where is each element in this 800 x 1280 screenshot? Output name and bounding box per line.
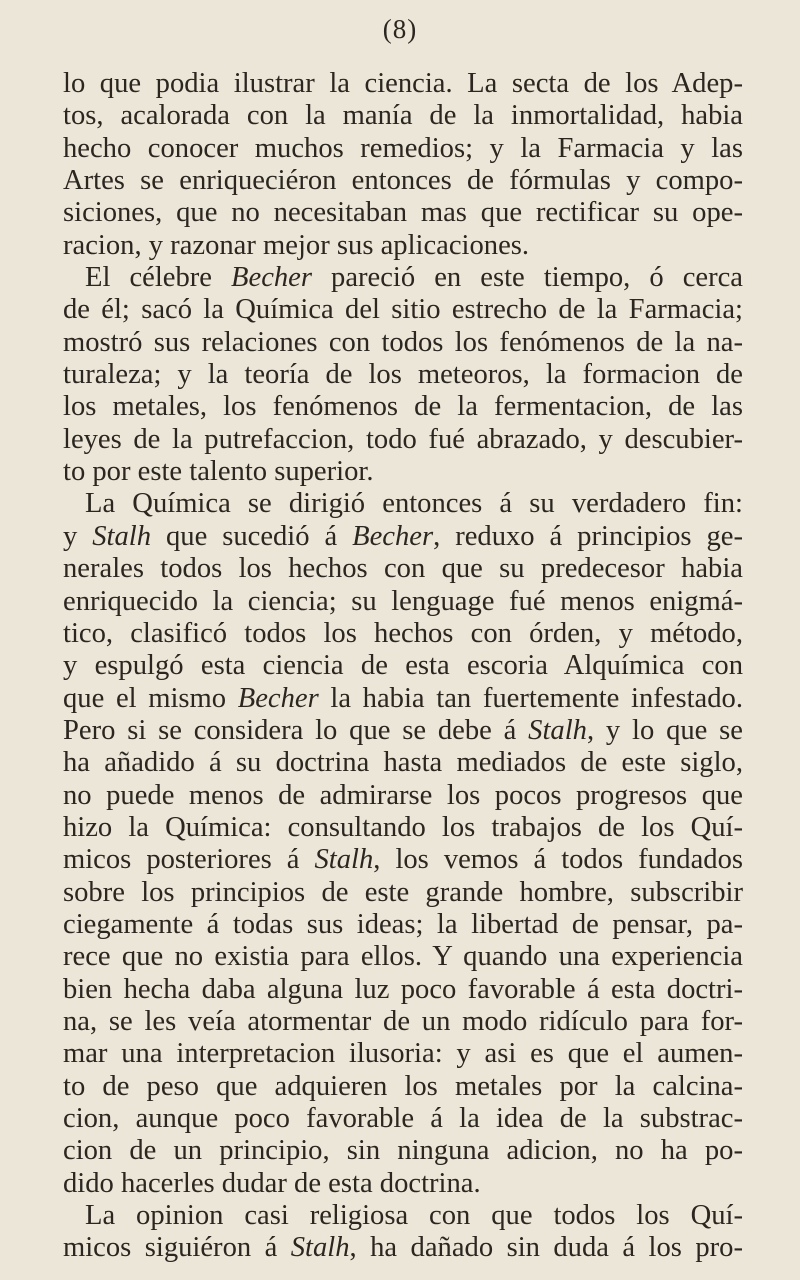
text-line xyxy=(63,747,743,779)
text-run: tico, clasificó todos los hechos con órden, y método, xyxy=(63,617,743,649)
text-run: y espulgó esta ciencia de esta escoria Alquímica con xyxy=(63,650,743,682)
text-line xyxy=(63,1135,743,1167)
text-line xyxy=(63,68,743,100)
text-line xyxy=(63,1071,743,1103)
text-run: to de peso que adquieren los metales por la calcina- xyxy=(63,1070,743,1102)
body-text xyxy=(63,68,743,1265)
text-run: ha añadido á su doctrina hasta mediados de este siglo, xyxy=(63,747,743,779)
text-line xyxy=(63,909,743,941)
text-run: cion de un principio, sin ninguna adicion, no ha po- xyxy=(63,1135,743,1167)
text-line xyxy=(63,780,743,812)
text-line xyxy=(63,553,743,585)
text-run: Pero si se considera lo que se debe á xyxy=(63,714,529,746)
text-run: no puede menos de admirarse los pocos progresos que xyxy=(63,779,743,811)
text-run: leyes de la putrefaccion, todo fué abrazado, y descubier- xyxy=(63,423,743,455)
italic-name: Becher xyxy=(231,262,312,294)
text-run: nerales todos los hechos con que su predecesor habia xyxy=(63,553,743,585)
text-run: , y lo que se xyxy=(586,714,743,746)
text-run: turaleza; y la teoría de los meteoros, la formacion de xyxy=(63,359,743,391)
text-line xyxy=(63,941,743,973)
text-run: hecho conocer muchos remedios; y la Farmacia y las xyxy=(63,132,743,164)
text-run: micos posteriores á xyxy=(63,844,315,876)
text-line xyxy=(63,812,743,844)
text-run: la habia tan fuertemente infestado. xyxy=(318,682,743,714)
text-line xyxy=(63,1232,743,1264)
text-run: racion, y razonar mejor sus aplicaciones. xyxy=(63,229,530,261)
text-line xyxy=(63,618,743,650)
text-line xyxy=(63,100,743,132)
text-run: , ha dañado sin duda á los pro- xyxy=(349,1232,743,1264)
text-line xyxy=(63,1200,743,1232)
text-line xyxy=(63,877,743,909)
text-run: lo que podia ilustrar la ciencia. La secta de los Adep- xyxy=(63,68,743,99)
text-line xyxy=(63,133,743,165)
page-number: (8) xyxy=(382,14,418,44)
text-line xyxy=(63,262,743,294)
text-line xyxy=(63,294,743,326)
text-run: ciegamente á todas sus ideas; la libertad de pensar, pa- xyxy=(63,908,743,940)
text-line xyxy=(63,424,743,456)
text-run: La opinion casi religiosa con que todos los Quí- xyxy=(85,1200,743,1232)
text-run: dido hacerles dudar de esta doctrina. xyxy=(63,1167,481,1199)
text-run: pareció en este tiempo, ó cerca xyxy=(312,262,743,294)
text-line xyxy=(63,683,743,715)
text-run: que el mismo xyxy=(63,682,238,714)
text-run: de él; sacó la Química del sitio estrecho de la Farmacia; xyxy=(63,294,743,326)
text-line xyxy=(63,391,743,423)
text-run: cion, aunque poco favorable á la idea de la substrac- xyxy=(63,1103,743,1134)
text-line xyxy=(63,974,743,1006)
text-line xyxy=(63,456,743,488)
text-run: los metales, los fenómenos de la fermentacion, de las xyxy=(63,391,743,423)
text-run: na, se les veía atormentar de un modo ridículo para for- xyxy=(63,1005,743,1037)
text-line xyxy=(63,1038,743,1070)
text-run: y xyxy=(63,520,93,552)
text-run: to por este talento superior. xyxy=(63,456,374,488)
text-run: La Química se dirigió entonces á su verdadero fin: xyxy=(85,488,743,520)
text-line xyxy=(63,586,743,618)
text-line xyxy=(63,359,743,391)
italic-name: Stalh xyxy=(290,1232,350,1264)
text-line xyxy=(63,165,743,197)
text-run: , reduxo á principios ge- xyxy=(433,520,743,552)
text-run: bien hecha daba alguna luz poco favorable á esta doctri- xyxy=(63,973,743,1005)
italic-name: Stalh xyxy=(92,520,152,552)
text-run: tos, acalorada con la manía de la inmortalidad, habia xyxy=(63,100,743,132)
text-line xyxy=(63,1168,743,1200)
text-line xyxy=(63,197,743,229)
text-run: enriquecido la ciencia; su lenguage fué menos enigmá- xyxy=(63,585,743,617)
text-run: mar una interpretacion ilusoria: y asi es que el aumen- xyxy=(63,1038,743,1070)
text-run: micos siguiéron á xyxy=(63,1232,291,1264)
text-line xyxy=(63,844,743,876)
text-run: , los vemos á todos fundados xyxy=(373,844,743,876)
text-line xyxy=(63,650,743,682)
text-run: que sucedió á xyxy=(151,520,353,552)
text-line xyxy=(63,327,743,359)
italic-name: Stalh xyxy=(528,714,587,746)
text-run: Artes se enriqueciéron entonces de fórmulas y compo- xyxy=(63,165,743,197)
text-line xyxy=(63,715,743,747)
italic-name: Becher xyxy=(352,520,434,552)
text-line xyxy=(63,1006,743,1038)
text-run: El célebre xyxy=(85,262,232,294)
text-run: mostró sus relaciones con todos los fenómenos de la na- xyxy=(63,326,743,358)
text-run: siciones, que no necesitaban mas que rectificar su ope- xyxy=(63,197,743,229)
text-line xyxy=(63,521,743,553)
text-run: hizo la Química: consultando los trabajos de los Quí- xyxy=(63,811,743,843)
text-run: sobre los principios de este grande hombre, subscribir xyxy=(63,876,743,908)
text-run: rece que no existia para ellos. Y quando una experiencia xyxy=(63,941,743,973)
text-line xyxy=(63,230,743,262)
text-line xyxy=(63,1103,743,1135)
italic-name: Stalh xyxy=(314,844,374,876)
italic-name: Becher xyxy=(237,682,319,714)
text-line xyxy=(63,488,743,520)
